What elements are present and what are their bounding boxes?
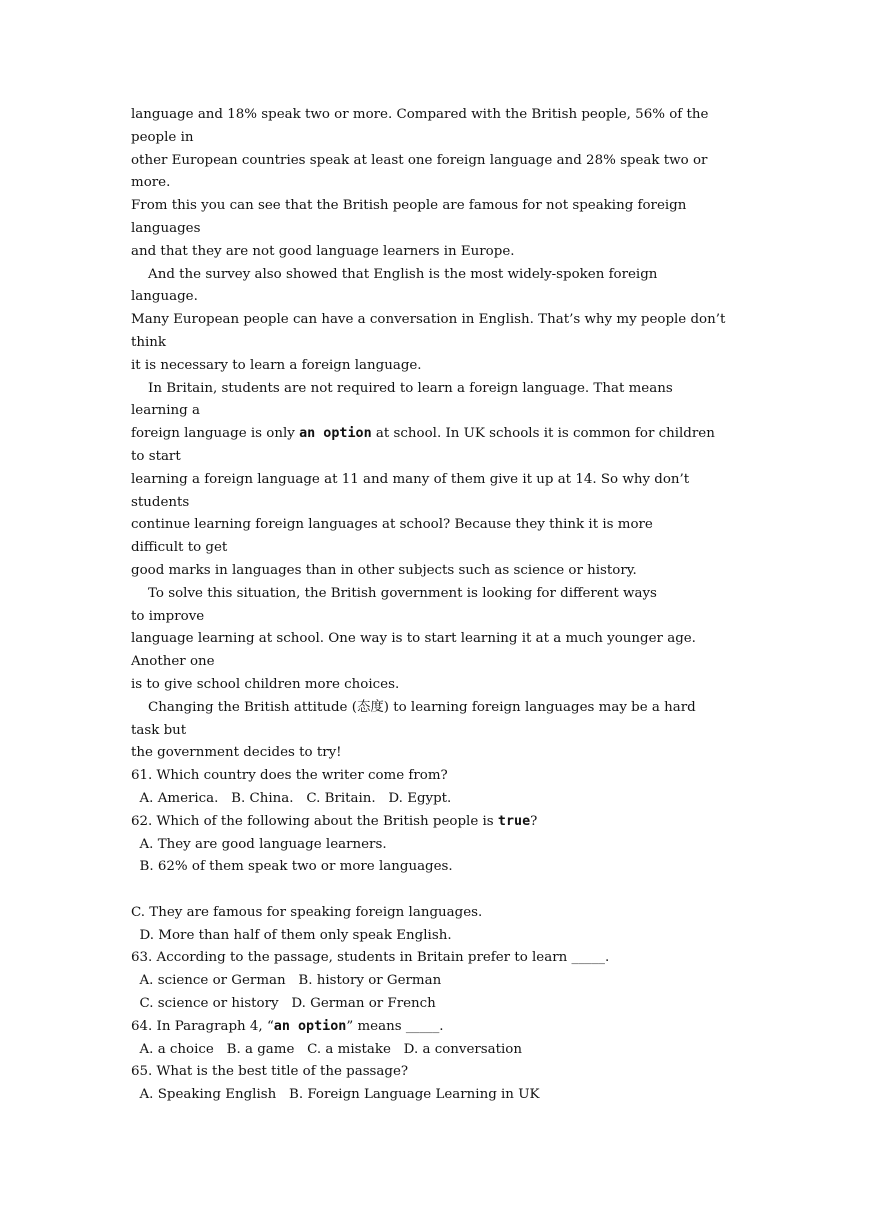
- passage-line: Many European people can have a conversation in English. That’s why my people don’t: [131, 312, 726, 328]
- passage-line: To solve this situation, the British government is looking for different ways: [131, 585, 657, 601]
- line-text: at school. In UK schools it is common for children: [371, 426, 715, 442]
- question-62-option-a: A. They are good language learners.: [131, 836, 387, 852]
- passage-line: language and 18% speak two or more. Compared with the British people, 56% of the: [131, 107, 709, 122]
- passage-line: to start: [131, 448, 181, 464]
- blank-line: [131, 879, 741, 902]
- stem-text: ?: [530, 813, 538, 829]
- passage-line: Changing the British attitude (态度) to learning foreign languages may be a hard: [131, 699, 696, 715]
- question-65-options-ab: A. Speaking English B. Foreign Language Learning in UK: [131, 1087, 540, 1103]
- question-63-stem: 63. According to the passage, students in Britain prefer to learn _____.: [131, 950, 610, 966]
- question-62-option-c: C. They are famous for speaking foreign languages.: [131, 904, 483, 920]
- question-61-options: A. America. B. China. C. Britain. D. Egypt.: [131, 790, 452, 806]
- highlighted-term: an option: [273, 1018, 347, 1034]
- line-text: foreign language is only: [131, 426, 300, 442]
- passage-line: languages: [131, 220, 201, 236]
- question-62-option-b: B. 62% of them speak two or more languages.: [131, 859, 453, 875]
- passage-line: to improve: [131, 608, 205, 624]
- question-64-options: A. a choice B. a game C. a mistake D. a conversation: [131, 1041, 522, 1057]
- passage-line: is to give school children more choices.: [131, 676, 400, 692]
- passage-line: In Britain, students are not required to learn a foreign language. That means: [131, 380, 673, 396]
- stem-text: ” means _____.: [346, 1018, 444, 1034]
- passage-line: the government decides to try!: [131, 745, 342, 761]
- passage-line: people in: [131, 129, 194, 145]
- passage-line: language.: [131, 289, 198, 305]
- passage-line: continue learning foreign languages at school? Because they think it is more: [131, 517, 653, 533]
- passage-line: other European countries speak at least one foreign language and 28% speak two or: [131, 152, 708, 168]
- question-62-option-d: D. More than half of them only speak English.: [131, 927, 452, 943]
- question-65-stem: 65. What is the best title of the passage?: [131, 1064, 409, 1080]
- passage-line: learning a foreign language at 11 and many of them give it up at 14. So why don’t: [131, 471, 690, 487]
- document-text: [131, 104, 741, 1107]
- passage-line: language learning at school. One way is to start learning it at a much younger age.: [131, 631, 696, 647]
- question-62-stem: [131, 811, 741, 834]
- passage-line: task but: [131, 722, 187, 738]
- passage-line: think: [131, 334, 167, 350]
- question-63-options-cd: C. science or history D. German or French: [131, 996, 436, 1012]
- stem-text: 62. Which of the following about the British people is: [131, 813, 498, 829]
- question-63-options-ab: A. science or German B. history or German: [131, 973, 442, 989]
- passage-line: students: [131, 494, 190, 510]
- passage-line: good marks in languages than in other subjects such as science or history.: [131, 562, 637, 578]
- passage-line: Another one: [131, 654, 215, 670]
- question-64-stem: [131, 1016, 741, 1039]
- stem-text: 64. In Paragraph 4, “: [131, 1018, 274, 1034]
- passage-line: and that they are not good language learners in Europe.: [131, 243, 515, 259]
- passage-line: learning a: [131, 403, 200, 419]
- passage-line: more.: [131, 175, 171, 191]
- highlighted-term: true: [497, 813, 531, 829]
- highlighted-term: an option: [299, 426, 372, 442]
- passage-line: From this you can see that the British people are famous for not speaking foreign: [131, 198, 687, 214]
- question-61-stem: 61. Which country does the writer come from?: [131, 768, 448, 784]
- passage-line: it is necessary to learn a foreign language.: [131, 357, 422, 373]
- passage-line-option: [131, 423, 741, 446]
- passage-line: difficult to get: [131, 540, 228, 556]
- passage-line: And the survey also showed that English is the most widely-spoken foreign: [131, 266, 658, 282]
